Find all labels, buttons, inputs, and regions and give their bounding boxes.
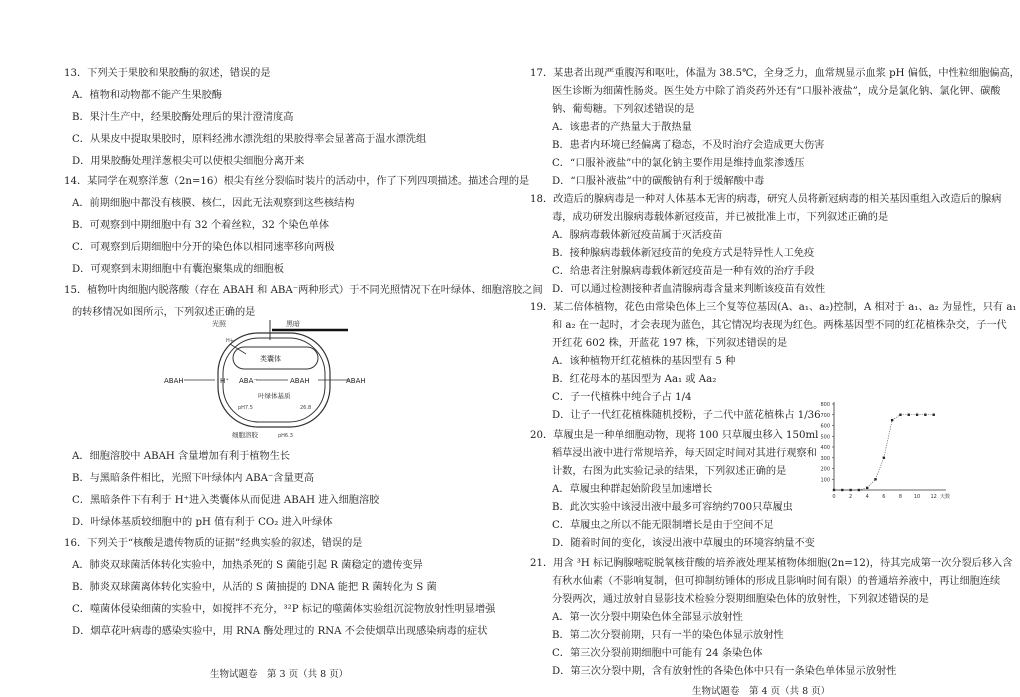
q19-option-a: A．该种植物开红花植株的基因型有 5 种 — [552, 356, 736, 367]
q18-option-c: C．给患者注射腺病毒载体新冠疫苗是一种有效的治疗手段 — [552, 266, 815, 277]
x-tick-label: 0 — [832, 494, 836, 500]
q21-option-c: C．第三次分裂前期细胞中可能有 24 条染色体 — [552, 648, 763, 659]
data-point — [874, 478, 876, 480]
q19-stem-line3: 开红花 602 株，开蓝花 197 株，下列叙述错误的是 — [552, 338, 788, 349]
y-tick-label: 500 — [820, 434, 830, 441]
q15-option-c: C．黑暗条件下有利于 H⁺进入类囊体从而促进 ABAH 进入细胞溶胶 — [72, 495, 380, 506]
q13-option-d: D．用果胶酶处理洋葱根尖可以使根尖细胞分离开来 — [72, 156, 305, 167]
q18-stem-line2: 毒，成功研发出腺病毒载体新冠疫苗，并已被批准上市，下列叙述正确的是 — [552, 212, 889, 223]
q15-option-a: A．细胞溶胶中 ABAH 含量增加有利于植物生长 — [72, 451, 291, 462]
h-top-label: H+ — [226, 338, 234, 344]
stroma-label: 叶绿体基质 — [258, 392, 291, 400]
ph-cytosol-label: pH6.3 — [278, 433, 293, 439]
data-point — [932, 414, 934, 416]
q16-option-a: A．肺炎双球菌活体转化实验中，加热杀死的 S 菌能引起 R 菌稳定的遗传变异 — [72, 560, 423, 571]
y-tick-label: 600 — [820, 423, 830, 430]
q17-stem-line2: 医生诊断为细菌性肠炎。医生处方中除了消炎药外还有“口服补液盐”，成分是氯化钠、氯化钾、碳酸 — [552, 86, 1001, 97]
y-tick-label: 100 — [820, 477, 830, 484]
y-tick-label: 300 — [820, 455, 830, 462]
x-tick-label: 4 — [865, 494, 869, 500]
q19-option-d: D．让子一代红花植株随机授粉，子二代中蓝花植株占 1/36 — [552, 410, 821, 421]
right-page — [502, 0, 1020, 697]
x-tick-label: 12 — [930, 494, 937, 500]
q21-stem-line3: 分裂两次，通过放射自显影技术检验分裂期细胞染色体的放射性，下列叙述错误的是 — [552, 594, 929, 605]
growth-line-segment — [884, 420, 892, 458]
q21-stem: 21．用含 ³H 标记胸腺嘧啶脱氧核苷酸的培养液处理某植物体细胞(2n=12)，待其完成第一次分裂后移入含 — [530, 558, 1013, 569]
h-plus-label: H⁺ — [220, 377, 229, 385]
growth-line-segment — [892, 415, 900, 420]
q14-option-d: D．可观察到末期细胞中有囊泡聚集成的细胞板 — [72, 264, 284, 275]
q19-option-b: B．红花母本的基因型为 Aa₁ 或 Aa₂ — [552, 374, 717, 385]
q13-option-b: B．果汁生产中，经果胶酶处理后的果汁澄清度高 — [72, 112, 294, 123]
q18-option-a: A．腺病毒载体新冠疫苗属于灭活疫苗 — [552, 230, 723, 241]
x-tick-label: 6 — [882, 494, 886, 500]
q18-option-b: B．接种腺病毒载体新冠疫苗的免疫方式是特异性人工免疫 — [552, 248, 815, 259]
x-tick-label: 8 — [898, 494, 903, 500]
q17-stem-line3: 钠、葡萄糖。下列叙述错误的是 — [552, 104, 695, 115]
q17-option-a: A．该患者的产热量大于散热量 — [552, 122, 692, 133]
q19-stem: 19．某二倍体植物，花色由常染色体上三个复等位基因(A、a₁、a₂)控制，A 相对于 a₁、a₂ 为显性，只有 a₁ — [530, 302, 1017, 313]
q20-stem-line2: 稻草浸出液中进行常规培养，每天固定时间对其进行观察和 — [552, 448, 817, 459]
aba-minus-label: ABA⁻ — [239, 377, 258, 385]
cytosol-label: 细胞溶胶 — [232, 431, 258, 439]
q17-option-d: D．“口服补液盐”中的碳酸钠有利于缓解酸中毒 — [552, 176, 765, 187]
chloroplast-diagram — [160, 318, 366, 440]
y-tick-label: 800 — [820, 402, 830, 408]
q16-option-d: D．烟草花叶病毒的感染实验中，用 RNA 酶处理过的 RNA 不会使烟草出现感染病毒的症状 — [72, 626, 488, 637]
q20-stem: 20．草履虫是一种单细胞动物，现将 100 只草履虫移入 150ml — [530, 430, 819, 441]
light-label: 光照 — [212, 320, 226, 328]
ph-stroma-label: pH7.5 — [238, 405, 253, 411]
right-page-footer: 生物试题卷 第 4 页（共 8 页） — [692, 686, 831, 697]
q20-option-c: C．草履虫之所以不能无限制增长是由于空间不足 — [552, 520, 774, 531]
thylakoid-label: 类囊体 — [260, 355, 281, 363]
q17-stem: 17．某患者出现严重腹泻和呕吐，体温为 38.5℃，全身乏力，血常规显示血浆 pH 偏低，中性粒细胞偏高， — [530, 68, 1020, 79]
q17-option-c: C．“口服补液盐”中的氯化钠主要作用是维持血浆渗透压 — [552, 158, 805, 169]
q21-option-d: D．第三次分裂中期，含有放射性的各染色体中只有一条染色单体显示放射性 — [552, 666, 897, 677]
q16-option-c: C．噬菌体侵染细菌的实验中，如搅拌不充分，³²P 标记的噬菌体实验组沉淀物放射性明显增强 — [72, 604, 496, 615]
growth-line-segment — [867, 479, 875, 488]
q17-option-b: B．患者内环境已经偏离了稳态，不及时治疗会造成更大伤害 — [552, 140, 825, 151]
q14-stem: 14．某同学在观察洋葱（2n=16）根尖有丝分裂临时装片的活动中，作了下列四项描述。描述合理的是 — [64, 176, 530, 187]
paramecium-growth-chart — [802, 398, 952, 506]
q15-stem: 15．植物叶肉细胞内脱落酸（存在 ABAH 和 ABA⁻两种形式）于不同光照情况下在叶绿体、细胞溶胶之间 — [64, 285, 543, 296]
x-tick-label: 2 — [849, 494, 853, 500]
number-label: 26.8 — [300, 405, 312, 411]
q16-stem: 16．下列关于“核酸是遗传物质的证据”经典实验的叙述，错误的是 — [64, 538, 363, 549]
x-unit-label: 天数 — [939, 494, 950, 500]
q14-option-a: A．前期细胞中都没有核膜、核仁，因此无法观察到这些核结构 — [72, 198, 355, 209]
q15-stem-cont: 的转移情况如图所示，下列叙述正确的是 — [72, 307, 256, 318]
left-page-footer: 生物试题卷 第 3 页（共 8 页） — [210, 669, 349, 680]
q15-option-d: D．叶绿体基质较细胞中的 pH 值有利于 CO₂ 进入叶绿体 — [72, 517, 333, 528]
q19-stem-line2: 和 a₂ 在一起时，才会表现为蓝色，其它情况均表现为红色。两株基因型不同的红花植株杂交，子一代 — [552, 320, 1007, 331]
dark-label: 黑暗 — [286, 320, 300, 328]
y-tick-label: 200 — [820, 466, 830, 473]
q21-stem-line2: 有秋水仙素（不影响复制，但可抑制纺锤体的形成且影响时间有限）的普通培养液中，再让细胞连续 — [552, 576, 1001, 587]
q20-option-a: A．草履虫种群起始阶段呈加速增长 — [552, 484, 713, 495]
growth-line-segment — [876, 458, 884, 480]
y-tick-label: 700 — [820, 412, 830, 419]
q18-stem: 18．改造后的腺病毒是一种对人体基本无害的病毒，研究人员将新冠病毒的相关基因重组入改造后的腺病 — [530, 194, 1002, 205]
q20-option-d: D．随着时间的变化，该浸出液中草履虫的环境容纳量不变 — [552, 538, 815, 549]
h-entry-arrow — [230, 344, 246, 354]
q21-option-b: B．第二次分裂前期，只有一半的染色体显示放射性 — [552, 630, 784, 641]
y-tick-label: 400 — [820, 445, 830, 451]
q14-option-b: B．可观察到中期细胞中有 32 个着丝粒，32 个染色单体 — [72, 220, 330, 231]
q15-option-b: B．与黑暗条件相比，光照下叶绿体内 ABA⁻含量更高 — [72, 473, 315, 484]
q19-option-c: C．子一代植株中纯合子占 1/4 — [552, 392, 692, 403]
q16-option-b: B．肺炎双球菌离体转化实验中，从活的 S 菌抽提的 DNA 能把 R 菌转化为 S 菌 — [72, 582, 437, 593]
abah-cytosol-left: ABAH — [164, 377, 184, 385]
abah-stroma-label: ABAH — [290, 377, 310, 385]
q20-option-b: B．此次实验中该浸出液中最多可容纳约700只草履虫 — [552, 502, 793, 513]
x-tick-label: 10 — [913, 494, 921, 500]
q18-option-d: D．可以通过检测接种者血清腺病毒含量来判断该疫苗有效性 — [552, 284, 826, 295]
abah-cytosol-right: ABAH — [346, 377, 366, 385]
q13-stem: 13．下列关于果胶和果胶酶的叙述，错误的是 — [64, 68, 271, 79]
q21-option-a: A．第一次分裂中期染色体全部显示放射性 — [552, 612, 743, 623]
q14-option-c: C．可观察到后期细胞中分开的染色体以相同速率移向两极 — [72, 242, 335, 253]
q13-option-a: A．植物和动物都不能产生果胶酶 — [72, 90, 222, 101]
q13-option-c: C．从果皮中提取果胶时，原料经沸水漂洗组的果胶得率会显著高于温水漂洗组 — [72, 134, 427, 145]
q20-stem-line3: 计数，右图为此实验记录的结果，下列叙述正确的是 — [552, 466, 787, 477]
